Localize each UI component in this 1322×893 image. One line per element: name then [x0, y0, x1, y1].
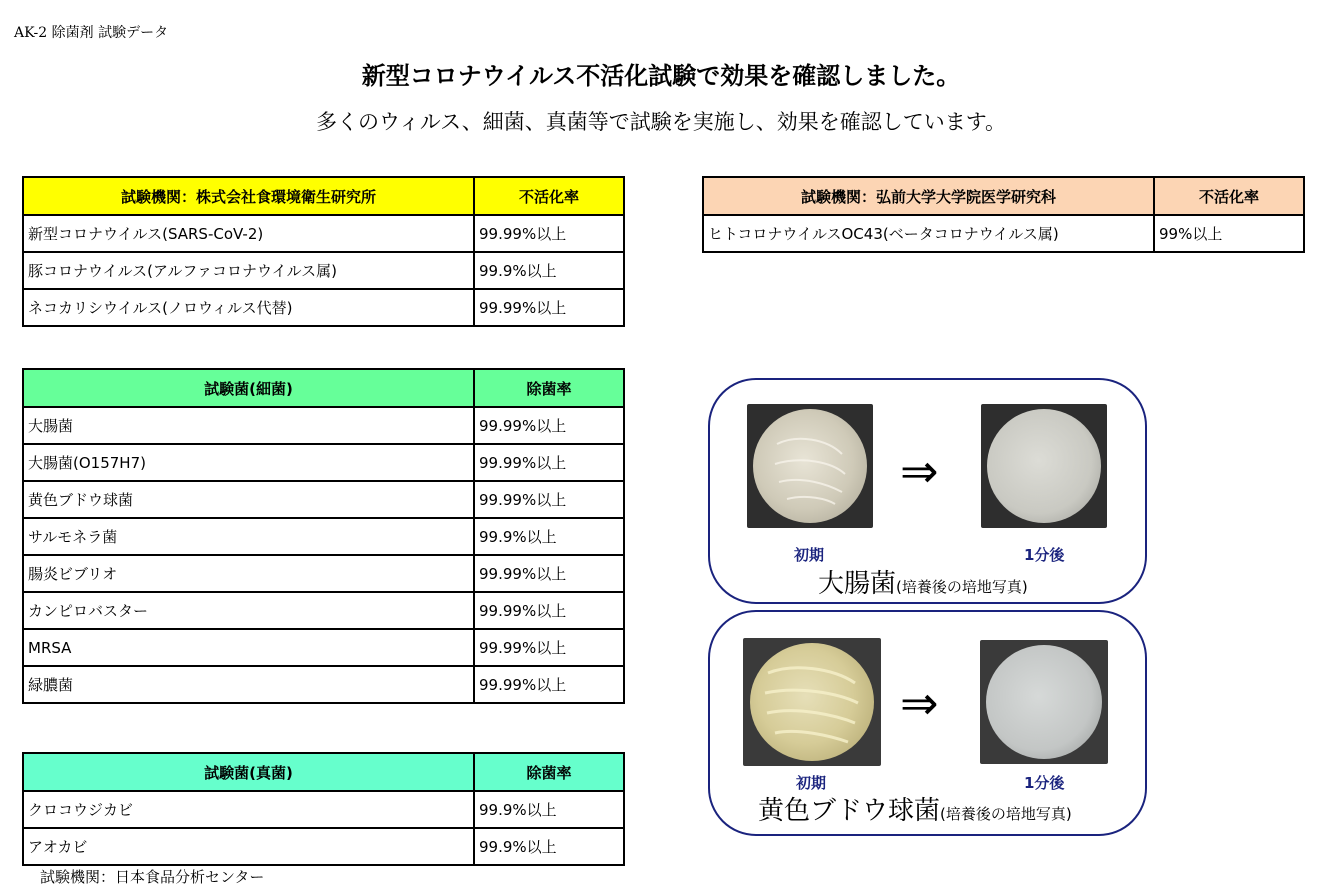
- fungi-test-institution-note: 試験機関：日本食品分析センター: [40, 868, 265, 886]
- culture-photo-note: (培養後の培地写真): [940, 805, 1072, 823]
- bacteria-name: 腸炎ビブリオ: [23, 555, 474, 592]
- removal-rate: 99.99%以上: [474, 666, 624, 703]
- table-header-row: [23, 753, 624, 791]
- header-test-fungi: 試験菌(真菌): [23, 753, 474, 791]
- bacteria-name: サルモネラ菌: [23, 518, 474, 555]
- before-label: 初期: [796, 774, 827, 792]
- header-test-institution: 試験機関：株式会社食環境衛生研究所: [23, 177, 474, 215]
- fungi-name: アオカビ: [23, 828, 474, 865]
- ecoli-culture-photo-panel: [708, 378, 1147, 604]
- virus-name: 新型コロナウイルス(SARS-CoV-2): [23, 215, 474, 252]
- bacteria-name: 黄色ブドウ球菌: [23, 481, 474, 518]
- bacteria-name: MRSA: [23, 629, 474, 666]
- before-label: 初期: [794, 546, 825, 564]
- removal-rate: 99.9%以上: [474, 791, 624, 828]
- table-row: [23, 592, 624, 629]
- header-removal-rate: 除菌率: [474, 753, 624, 791]
- organism-name: 黄色ブドウ球菌: [758, 796, 941, 826]
- table-row: [23, 518, 624, 555]
- virus-name: ヒトコロナウイルスOC43(ベータコロナウイルス属): [703, 215, 1154, 252]
- arrow-icon: ⇒: [900, 444, 939, 498]
- removal-rate: 99.99%以上: [474, 555, 624, 592]
- after-label: 1分後: [1024, 546, 1065, 564]
- hirosaki-inactivation-table: [702, 176, 1305, 253]
- table-row: [23, 481, 624, 518]
- fungi-removal-table: [22, 752, 625, 866]
- table-row: [23, 215, 624, 252]
- petri-dish-after-image: [980, 640, 1108, 764]
- table-row: [23, 407, 624, 444]
- removal-rate: 99.9%以上: [474, 518, 624, 555]
- bacteria-name: 大腸菌: [23, 407, 474, 444]
- header-inactivation-rate: 不活化率: [474, 177, 624, 215]
- table-row: [23, 629, 624, 666]
- table-row: [23, 289, 624, 326]
- organism-name: 大腸菌: [818, 569, 897, 599]
- inactivation-rate: 99.9%以上: [474, 252, 624, 289]
- virus-name: ネコカリシウイルス(ノロウィルス代替): [23, 289, 474, 326]
- table-row: [703, 215, 1304, 252]
- table-row: [23, 666, 624, 703]
- bacteria-name: カンピロバスター: [23, 592, 474, 629]
- table-header-row: [23, 177, 624, 215]
- inactivation-rate: 99.99%以上: [474, 215, 624, 252]
- table-header-row: [23, 369, 624, 407]
- organism-caption: [818, 563, 1028, 600]
- bacteria-name: 大腸菌(O157H7): [23, 444, 474, 481]
- bacterial-colony-streaks: [743, 638, 881, 766]
- petri-dish-after-image: [981, 404, 1107, 528]
- virus-name: 豚コロナウイルス(アルファコロナウイルス属): [23, 252, 474, 289]
- page-headline: 新型コロナウイルス不活化試験で効果を確認しました。: [361, 62, 961, 90]
- table-row: [23, 444, 624, 481]
- document-id: AK-2 除菌剤 試験データ: [14, 25, 169, 41]
- table-header-row: [703, 177, 1304, 215]
- bacteria-name: 緑膿菌: [23, 666, 474, 703]
- bacteria-removal-table: [22, 368, 625, 704]
- fungi-name: クロコウジカビ: [23, 791, 474, 828]
- page-subheadline: 多くのウィルス、細菌、真菌等で試験を実施し、効果を確認しています。: [315, 110, 1007, 134]
- removal-rate: 99.99%以上: [474, 481, 624, 518]
- bacterial-colony-streaks: [747, 404, 873, 528]
- removal-rate: 99.99%以上: [474, 407, 624, 444]
- petri-dish-before-image: [743, 638, 881, 766]
- header-removal-rate: 除菌率: [474, 369, 624, 407]
- staph-culture-photo-panel: [708, 610, 1147, 836]
- inactivation-rate: 99.99%以上: [474, 289, 624, 326]
- after-label: 1分後: [1024, 774, 1065, 792]
- removal-rate: 99.99%以上: [474, 592, 624, 629]
- removal-rate: 99.99%以上: [474, 629, 624, 666]
- petri-dish-before-image: [747, 404, 873, 528]
- table-row: [23, 791, 624, 828]
- header-test-institution: 試験機関：弘前大学大学院医学研究科: [703, 177, 1154, 215]
- culture-photo-note: (培養後の培地写真): [896, 578, 1028, 596]
- header-test-bacteria: 試験菌(細菌): [23, 369, 474, 407]
- virus-inactivation-table: [22, 176, 625, 327]
- removal-rate: 99.9%以上: [474, 828, 624, 865]
- header-inactivation-rate: 不活化率: [1154, 177, 1304, 215]
- table-row: [23, 252, 624, 289]
- organism-caption: [758, 790, 1072, 827]
- table-row: [23, 555, 624, 592]
- removal-rate: 99.99%以上: [474, 444, 624, 481]
- table-row: [23, 828, 624, 865]
- inactivation-rate: 99%以上: [1154, 215, 1304, 252]
- arrow-icon: ⇒: [900, 676, 939, 730]
